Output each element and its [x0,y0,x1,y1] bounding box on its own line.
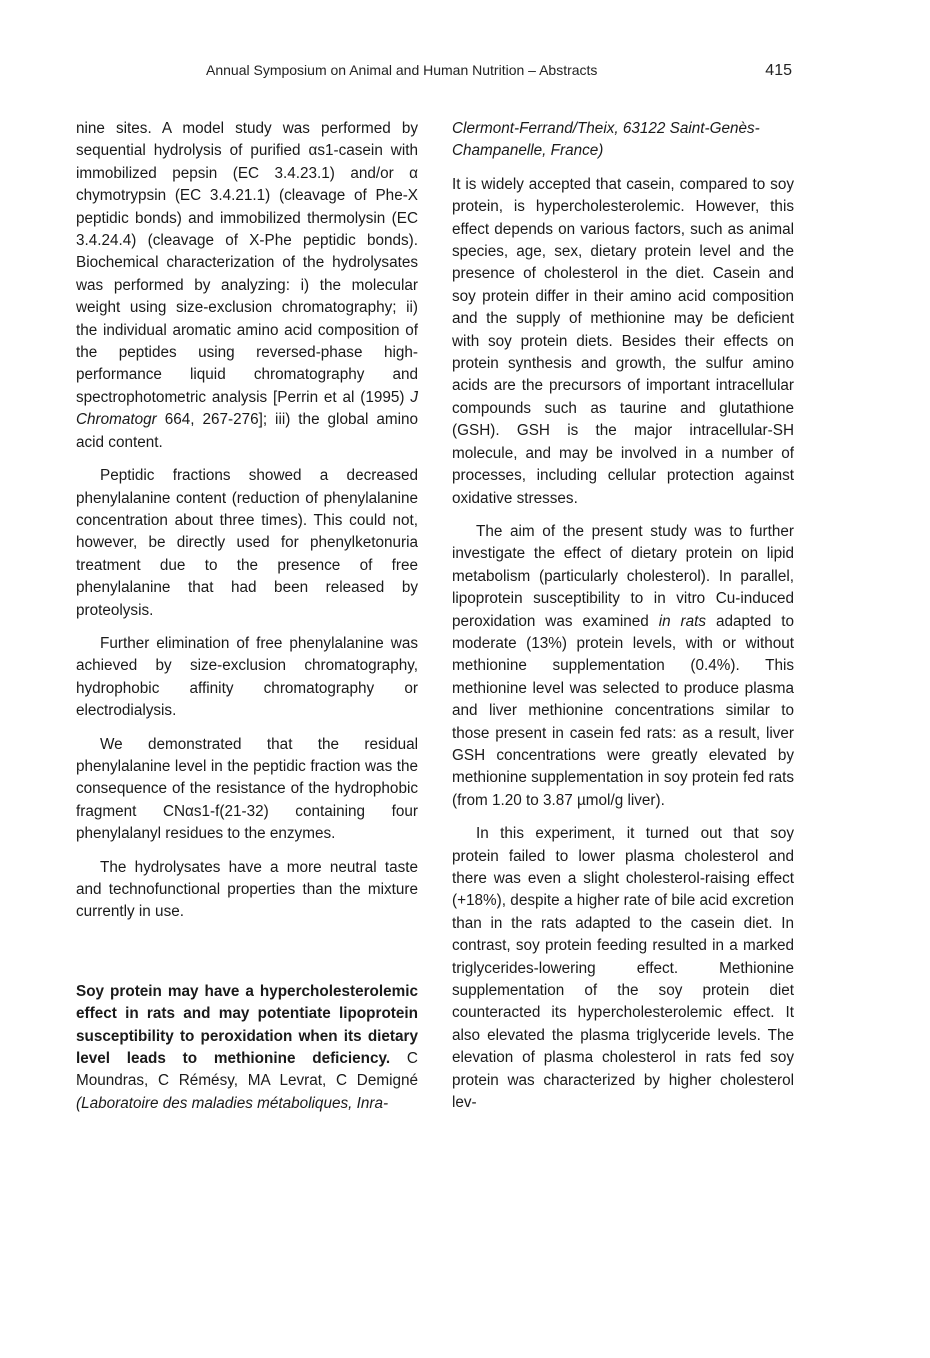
text-span: adapted to moderate (13%) protein levels, with or without methionine supplementation (0.4%). This methionine level was selected to produce plasma and liver methionine concentrations similar to those present in casein fed rats: as a result, liver GSH concentrations were greatly elevated by methionine supplementation in soy protein fed rats (from 1.20 to 3.87 µmol/g liver). [452,612,794,809]
text-span: The aim of the present study was to further investigate the effect of dietary protein on lipid metabolism (particularly cholesterol). In parallel, lipoprotein susceptibility to in vitro Cu-induced peroxidation was examined [452,522,794,630]
paragraph-residual: We demonstrated that the residual phenylalanine level in the peptidic fraction was the consequence of the resistance of the hydrophobic fragment CNαs1-f(21-32) containing four phenylalanyl residues to the enzymes. [76,735,418,843]
paragraph-elimination: Further elimination of free phenylalanine was achieved by size-exclusion chromatography, hydrophobic affinity chromatography or electrodialysis. [76,634,418,720]
paragraph-experiment: In this experiment, it turned out that soy protein failed to lower plasma cholesterol and there was even a slight cholesterol-raising effect (+18%), despite a higher rate of bile acid excretion than in the rats adapted to the casein diet. In contrast, soy protein feeding resulted in a marked triglycerides-lowering effect. Methionine supplementation of the soy protein diet counteracted its hypercholesterolemic effect. It also elevated the plasma triglyceride levels. The elevation of plasma cholesterol in rats fed soy protein was characterized by higher cholesterol lev- [452,825,794,1112]
affiliation-end: Clermont-Ferrand/Theix, 63122 Saint-Genès-Champanelle, France) [452,120,760,160]
affiliation-start: (Laboratoire des maladies métaboliques, Inra- [76,1094,389,1112]
paragraph-methods [76,118,418,454]
abstract-heading [76,981,418,1115]
abstract-title-block [76,981,418,1115]
running-header [76,62,792,82]
paragraph-results: Peptidic fractions showed a decreased phenylalanine content (reduction of phenylalanine concentration about three times). This could not, however, be directly used for phenylketonuria treatment due to the presence of free phenylalanine that had been released by proteolysis. [76,467,418,619]
italic-text: in rats [658,612,707,630]
right-column [452,118,794,1125]
paragraph-intro: It is widely accepted that casein, compared to soy protein, is hypercholesterolemic. However, this effect depends on various factors, such as animal species, age, sex, dietary protein level and the presence of cholesterol in the diet. Casein and soy protein differ in their amino acid composition and the supply of methionine may be deficient with soy protein diets. Besides their effects on protein synthesis and growth, the sulfur amino acids are the precursors of important intracellular compounds such as taurine and glutathione (GSH). GSH is the major intracellular-SH molecule, and may be involved in a number of processes, including cellular protection against oxidative stresses. [452,175,794,507]
abstract-authors: C Moundras, C Rémésy, MA Levrat, C Demigné [76,1050,418,1090]
text-span: 664, 267-276]; iii) the global amino acid content. [76,411,418,451]
running-title: Annual Symposium on Animal and Human Nutrition – Abstracts [206,62,598,78]
text-span: nine sites. A model study was performed by sequential hydrolysis of purified αs1-casein with immobilized pepsin (EC 3.4.23.1) and/or α chymotrypsin (EC 3.4.21.1) (cleavage of Phe-X peptidic bonds) and immobilized thermolysin (EC 3.4.24.4) (cleavage of X-Phe peptidic bonds). Biochemical characterization of the hydrolysates was performed by analyzing: i) the molecular weight using size-exclusion chromatography; ii) the individual aromatic amino acid composition of the peptides using reversed-phase high-performance liquid chromatography and spectrophotometric analysis [Perrin et al (1995) [76,120,418,406]
paragraph-conclusion: The hydrolysates have a more neutral taste and technofunctional properties than the mixture currently in use. [76,858,418,921]
abstract-title: Soy protein may have a hypercholesterolemic effect in rats and may potentiate lipoprotein susceptibility to peroxidation when its dietary level leads to methionine deficiency. [76,982,418,1068]
paragraph-aim [452,521,794,812]
journal-name: J Chromatogr [76,388,418,429]
left-column [76,118,418,1126]
page-number: 415 [765,62,792,79]
